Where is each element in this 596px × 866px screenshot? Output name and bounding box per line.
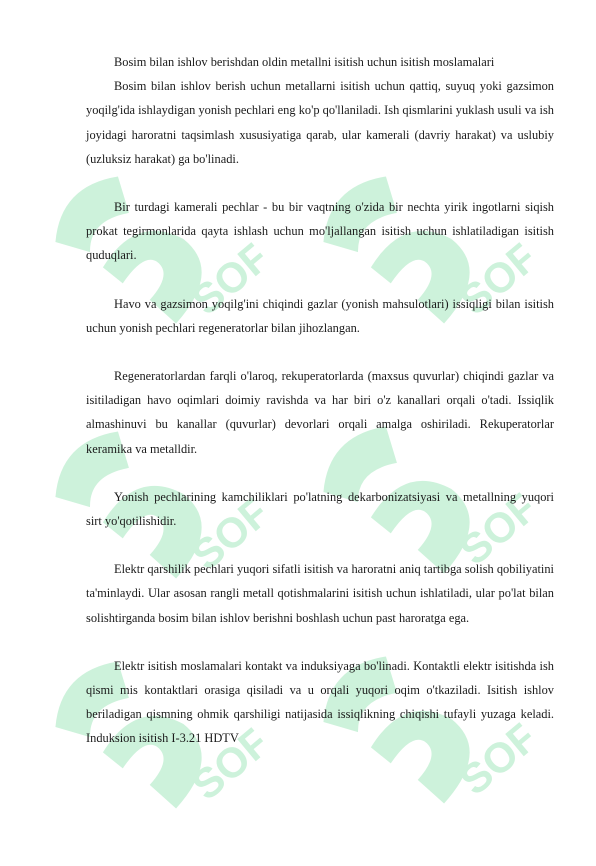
paragraph-gap [86,171,554,195]
paragraph: Regeneratorlardan farqli o'laroq, rekuperatorlarda (maxsus quvurlar) chiqindi gazlar va isitiladigan havo oqimlari doimiy ravishda va har biri o'z kanallari orqali o'tadi. Issiqlik almashinuvi bu kanallar (quvurlar) devorlari orqali amalga oshiriladi. Rekuperatorlar keramika va metalldir. [86,369,554,456]
watermark-text: SOFF [450,695,542,804]
paragraph-gap [86,268,554,292]
watermark-text: SOFF [182,215,274,324]
paragraph-gap [86,533,554,557]
paragraph-gap [86,461,554,485]
paragraph: Elektr isitish moslamalari kontakt va induksiyaga bo'linadi. Kontaktli elektr isitishda ish qismi mis kontaktlari orasiga qisiladi va u orqali yuqori oqim o'tkaziladi. Isitish ishlov beriladigan qismning ohmik qarshiligi natijasida issiqlikning chiqishi tufayli yuzaga keladi. Induksion isitish I-3.21 HDTV [86,658,554,746]
document-page [86,50,554,751]
paragraph: Bir turdagi kamerali pechlar - bu bir vaqtning o'zida bir nechta yirik ingotlarni siqish prokat tegirmonlarida qayta ishlash uchun mo'ljallangan isitish uchun ishlatiladigan isitish quduqlari. [86,200,554,263]
paragraph: Yonish pechlarining kamchiliklari po'latning dekarbonizatsiyasi va metallning yuqori sirt yo'qotilishidir. [86,489,554,529]
paragraph-gap [86,340,554,364]
section-title: Bosim bilan ishlov berishdan oldin metallni isitish uchun isitish moslamalari [114,55,495,69]
paragraph: Havo va gazsimon yoqilg'ini chiqindi gazlar (yonish mahsulotlari) issiqligi bilan isitish uchun yonish pechlari regeneratorlar bilan jihozlangan. [86,296,554,335]
paragraph: Elektr qarshilik pechlari yuqori sifatli isitish va haroratni aniq tartibga solish qobiliyatini ta'minlaydi. Ular asosan rangli metall qotishmalarini isitish uchun ishlatiladi, ular po'lat bilan solishtirganda bosim bilan ishlov berishni boshlash uchun past haroratga ega. [86,562,554,625]
paragraph: Bosim bilan ishlov berish uchun metallarni isitish uchun qattiq, suyuq yoki gazsimon yoqilg'ida ishlaydigan yonish pechlari eng ko'p qo'llaniladi. Ish qismlarini yuklash usuli va ish joyidagi haroratni taqsimlash xususiyatiga qarab, ular kamerali (davriy harakat) va uslubiy (uzluksiz harakat) ga bo'linadi. [86,79,554,166]
watermark-text: SOFF [182,470,274,579]
watermark-text: SOFF [182,700,274,809]
paragraph-gap [86,630,554,654]
watermark-text: SOFF [450,465,542,574]
watermark-text: SOFF [450,215,542,324]
